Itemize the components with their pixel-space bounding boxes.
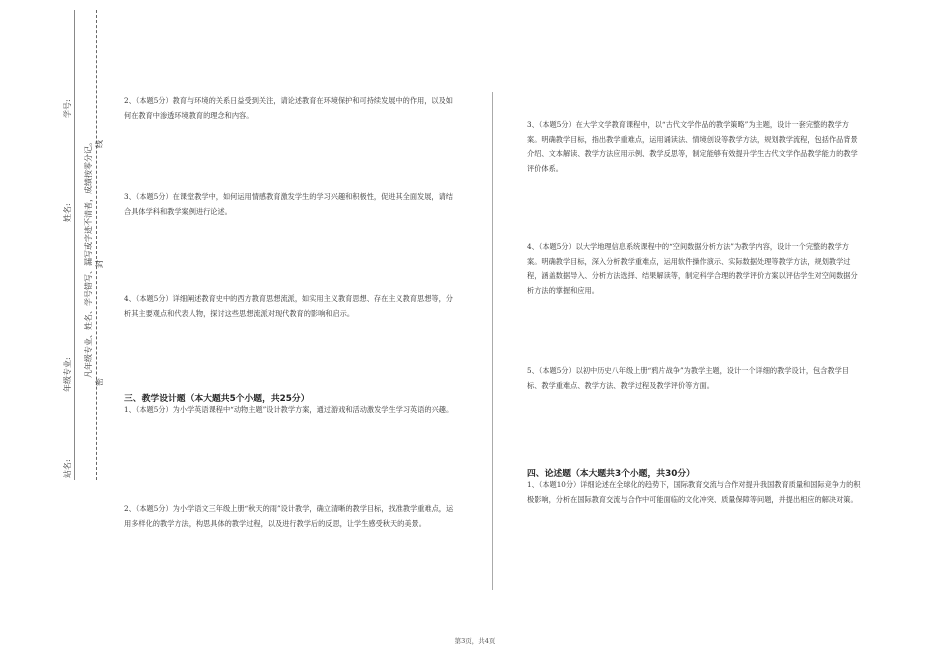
student-id-label: 学号: <box>63 99 72 118</box>
seal-feng-mark: 封 <box>95 260 104 268</box>
section-3-question-3: 3、（本题5分）在大学文学教育课程中，以“古代文学作品的教学策略”为主题，设计一套完整的教学方案。明确教学目标，指出教学重难点，运用诵读法、情境创设等教学方法，规划教学流程，包括作品背景介绍、文本解读、教学方法应用示例、教学反思等，制定能够有效提升学生古代文学作品教学能力的教学评价体系。 <box>527 120 858 173</box>
binding-solid-line <box>74 10 75 480</box>
section-3-question-4: 4、（本题5分）以大学地理信息系统课程中的“空间数据分析方法”为教学内容，设计一个完整的教学方案。明确教学目标，深入分析教学重难点，运用软件操作演示、实际数据处理等教学方法，规划教学过程，涵盖数据导入、分析方法选择、结果解读等，制定科学合理的教学评价方案以评估学生对空间数据分析方法的掌握和应用。 <box>527 242 858 295</box>
seal-mi-mark: 密 <box>95 378 104 386</box>
section-3-title: 三、教学设计题（本大题共5个小题，共25分） <box>124 394 310 404</box>
question-4: 4、（本题5分）详细阐述教育史中的西方教育思想流派，如实用主义教育思想、存在主义教育思想等，分析其主要观点和代表人物，探讨这些思想流派对现代教育的影响和启示。 <box>124 294 453 318</box>
section-3-question-2: 2、（本题5分）为小学语文三年级上册“秋天的雨”设计教学，确立清晰的教学目标，找准教学重难点，运用多样化的教学方法，构思具体的教学过程，以及进行教学后的反思，让学生感受秋天的美景。 <box>124 504 454 528</box>
column-divider <box>492 92 493 590</box>
binding-strip <box>0 0 110 672</box>
grade-major-label: 年级专业: <box>63 357 72 392</box>
section-3-question-5: 5、（本题5分）以初中历史八年级上册“鸦片战争”为教学主题，设计一个详细的教学设计，包含教学目标、教学重难点、教学方法、教学过程及教学评价等方面。 <box>527 366 849 390</box>
section-4-question-1: 1、（本题10分）详细论述在全球化的趋势下，国际教育交流与合作对提升我国教育质量和国际竞争力的积极影响，分析在国际教育交流与合作中可能面临的文化冲突、质量保障等问题，并提出相应的解决对策。 <box>527 480 861 504</box>
binding-warning-text: 凡年级专业、姓名、学号错写、漏写或字迹不清者，成绩按零分记。 <box>84 138 93 378</box>
section-4-title: 四、论述题（本大题共3个小题，共30分） <box>527 469 695 479</box>
question-2: 2、（本题5分）教育与环境的关系日益受到关注，请论述教育在环境保护和可持续发展中的作用，以及如何在教育中渗透环境教育的理念和内容。 <box>124 96 453 120</box>
page-number: 第3页，共4页 <box>454 637 496 645</box>
seal-xian-mark: 线 <box>95 140 104 148</box>
question-3: 3、（本题5分）在课堂教学中，如何运用情感教育激发学生的学习兴趣和积极性，促进其全面发展，请结合具体学科和教学案例进行论述。 <box>124 192 453 216</box>
exam-room-label: 站名: <box>63 459 72 478</box>
binding-dashed-line <box>96 10 97 480</box>
section-3-question-1: 1、（本题5分）为小学英语课程中“动物主题”设计教学方案，通过游戏和活动激发学生学习英语的兴趣。 <box>124 405 454 414</box>
name-label: 姓名: <box>63 203 72 222</box>
